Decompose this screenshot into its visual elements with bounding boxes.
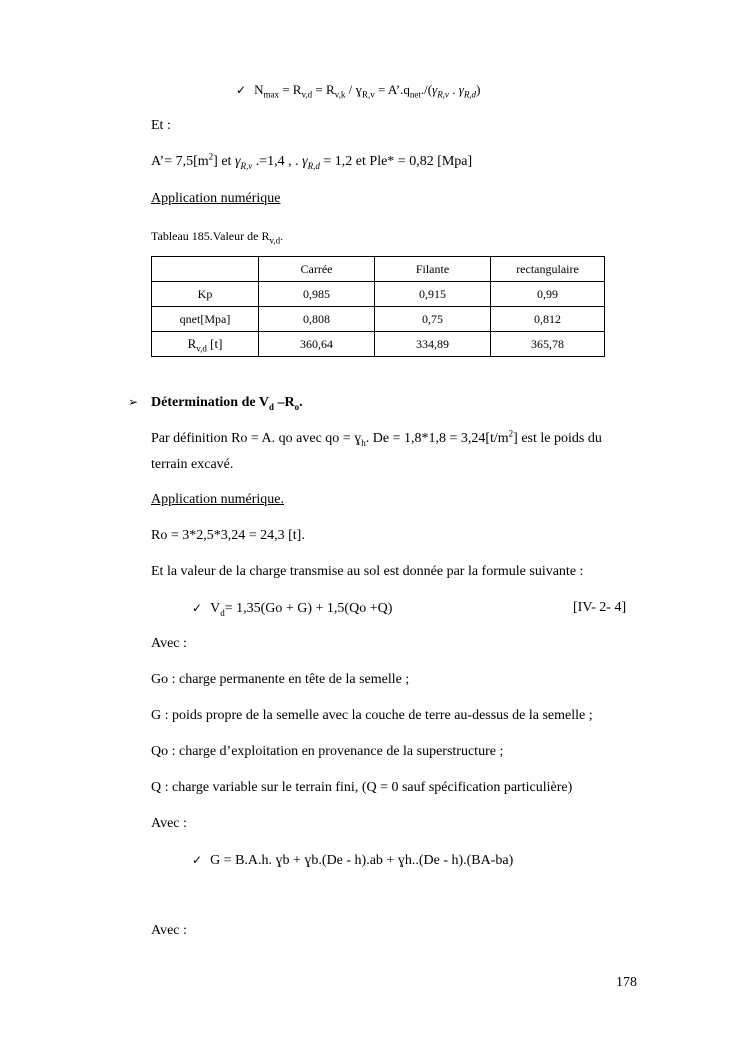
params-line: A’= $7,5[m^2]$ et $\gamma_{R,v}$ .=1,4 , . $\gamma_{R,d} = 1,2$ et Ple* = 0,82 [Mpa]: [151, 151, 473, 171]
equation-reference: [IV- 2- 4]: [573, 600, 627, 615]
et-label: Et :: [151, 118, 171, 133]
avec-label: Avec :: [151, 923, 187, 938]
table-caption: Tableau 185.Valeur de $R_{v,d}$.: [151, 229, 284, 246]
table-header-cell: rectangulaire: [491, 257, 605, 282]
check-icon: ✓: [192, 601, 203, 615]
nmax-formula: ✓ $N_{max} = R_{v,d} = R_{v,k}$ / ɣ$_{R,v}$ = $A’.q_{net}./(\gamma_{R,v}$ . $\gamma_{R,d}$): [236, 82, 481, 100]
table-cell: 360,64: [259, 332, 375, 357]
definition-g: G : poids propre de la semelle avec la couche de terre au-dessus de la semelle ;: [151, 708, 593, 723]
table-cell: 0,808: [259, 307, 375, 332]
table-header-row: [152, 257, 605, 282]
avec-label: Avec :: [151, 636, 187, 651]
table-header-cell: Filante: [375, 257, 491, 282]
table-cell: 0,915: [375, 282, 491, 307]
table-row: [152, 307, 605, 332]
ro-calculation: Ro = 3*2,5*3,24 = 24,3 [t].: [151, 528, 305, 543]
check-icon: ✓: [192, 853, 203, 867]
app-num-heading-2: Application numérique.: [151, 492, 284, 507]
g-formula: ✓ G = B.A.h. ɣb + ɣb.(De - h).ab + ɣh..(De - h).(BA-ba): [192, 853, 514, 868]
table-row-label: Kp: [152, 282, 259, 307]
table-row: [152, 332, 605, 357]
rvd-table: [151, 256, 605, 357]
arrow-bullet-icon: ➢: [128, 395, 139, 409]
table-cell: 334,89: [375, 332, 491, 357]
check-icon: ✓: [236, 83, 247, 97]
table-cell: 0,812: [491, 307, 605, 332]
definition-qo: Qo : charge d’exploitation en provenance de la superstructure ;: [151, 744, 504, 759]
table-cell: 0,985: [259, 282, 375, 307]
vd-formula: ✓ $V_d= 1,35(Go + G) + 1,5(Qo +Q)$: [192, 601, 393, 618]
table-cell: 0,75: [375, 307, 491, 332]
definition-line-2: terrain excavé.: [151, 457, 234, 472]
table-header-cell: [152, 257, 259, 282]
charge-intro: Et la valeur de la charge transmise au sol est donnée par la formule suivante :: [151, 564, 584, 579]
table-row-label: qnet[Mpa]: [152, 307, 259, 332]
table-cell: 365,78: [491, 332, 605, 357]
table-cell: 0,99: [491, 282, 605, 307]
table-row-label: $R_{v,d}$ [t]: [152, 332, 259, 357]
avec-label: Avec :: [151, 816, 187, 831]
definition-line-1: Par définition Ro = A. qo avec qo = ɣ$_h$. $De = 1,8*1,8 = 3,24[t/m^2]$ est le poids du: [151, 428, 602, 448]
section-title: Détermination de $V_d$ $-R_o$.: [151, 395, 303, 412]
table-row: [152, 282, 605, 307]
definition-go: Go : charge permanente en tête de la semelle ;: [151, 672, 410, 687]
app-num-heading-1: Application numérique: [151, 191, 281, 206]
table-header-cell: Carrée: [259, 257, 375, 282]
page-number: 178: [616, 975, 637, 990]
definition-q: Q : charge variable sur le terrain fini, (Q = 0 sauf spécification particulière): [151, 780, 573, 795]
